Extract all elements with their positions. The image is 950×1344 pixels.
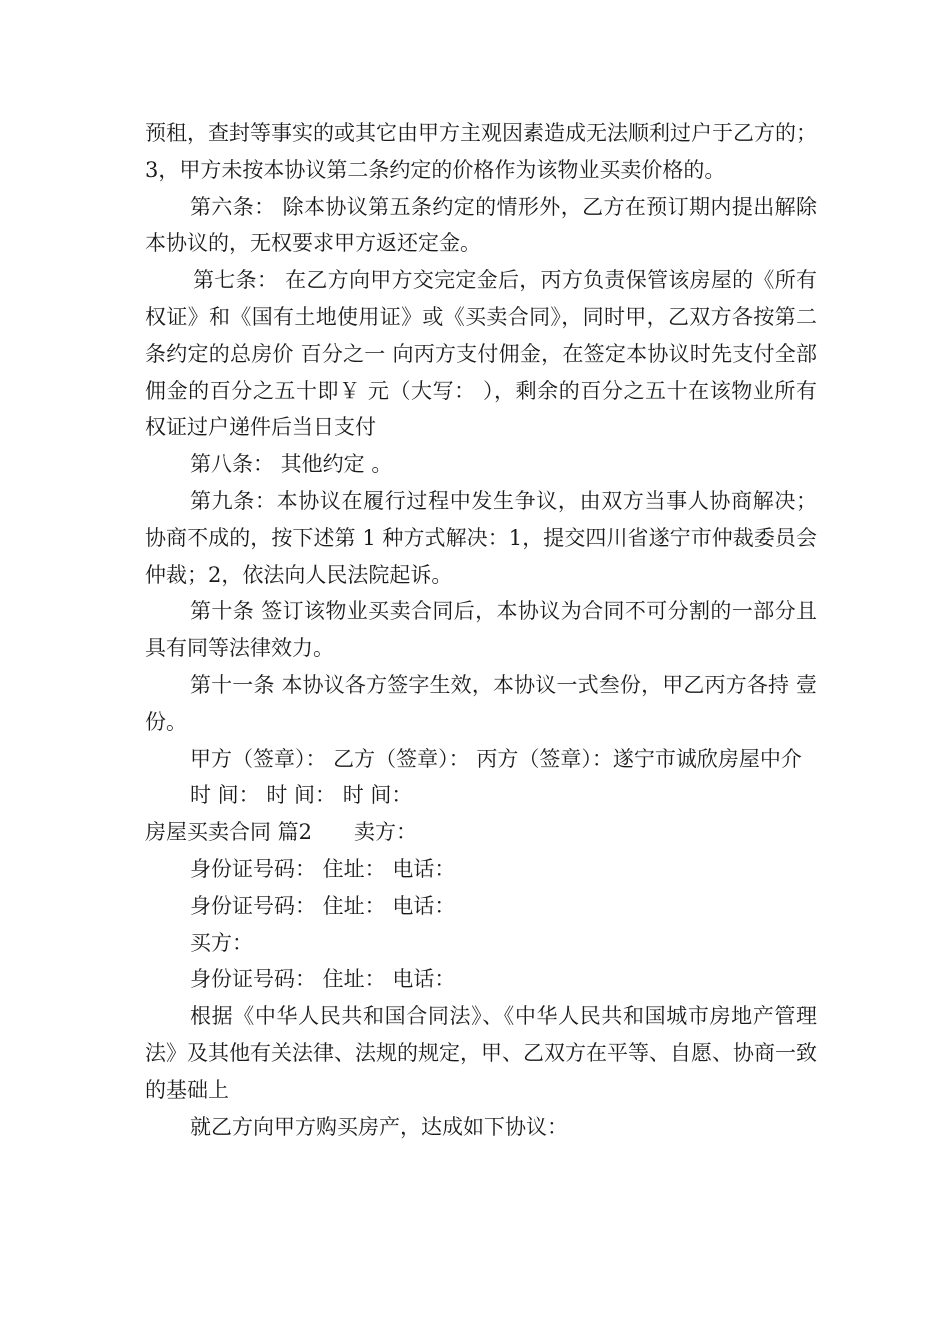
seller-id-line-2: 身份证号码： 住址： 电话： — [190, 893, 456, 918]
legal-basis-paragraph: 根据《中华人民共和国合同法》、《中华人民共和国城市房地产管理法》及其他有关法律、法规的规定，甲、乙双方在平等、自愿、协商一致的基础上 — [145, 1004, 817, 1102]
signature-line: 甲方（签章）： 乙方（签章）： 丙方（签章）：遂宁市诚欣房屋中介 — [190, 746, 802, 771]
agreement-intro: 就乙方向甲方购买房产，达成如下协议： — [190, 1114, 568, 1139]
seller-id-line-1: 身份证号码： 住址： 电话： — [190, 856, 456, 881]
document-body — [145, 115, 817, 1145]
article-6: 第六条： 除本协议第五条约定的情形外，乙方在预订期内提出解除本协议的，无权要求甲方返还定金。 — [145, 194, 817, 256]
paragraph-continuation: 预租，查封等事实的或其它由甲方主观因素造成无法顺利过户于乙方的；3，甲方未按本协议第二条约定的价格作为该物业买卖价格的。 — [145, 121, 817, 182]
article-8: 第八条： 其他约定 。 — [190, 452, 393, 477]
buyer-label: 买方： — [190, 930, 253, 955]
section-title-seller: 房屋买卖合同 篇2 卖方： — [145, 820, 418, 845]
article-7: 第七条： 在乙方向甲方交完定金后，丙方负责保管该房屋的《所有权证》和《国有土地使用证》或《买卖合同》，同时甲，乙双方各按第二条约定的总房价 百分之一 向丙方支付佣金，在签定本协议时先支付全部佣金的百分之五十即￥ 元（大写： ），剩余的百分之五十在该物业所有权证过户递件后当日支付 — [145, 268, 817, 440]
article-10: 第十条 签订该物业买卖合同后，本协议为合同不可分割的一部分且具有同等法律效力。 — [145, 599, 817, 661]
buyer-id-line: 身份证号码： 住址： 电话： — [190, 967, 456, 992]
date-line: 时 间： 时 间： 时 间： — [190, 783, 413, 808]
article-9: 第九条：本协议在履行过程中发生争议，由双方当事人协商解决；协商不成的，按下述第 1 种方式解决：1，提交四川省遂宁市仲裁委员会仲裁；2，依法向人民法院起诉。 — [145, 488, 817, 587]
article-11: 第十一条 本协议各方签字生效，本协议一式叁份，甲乙丙方各持 壹 份。 — [145, 672, 817, 734]
